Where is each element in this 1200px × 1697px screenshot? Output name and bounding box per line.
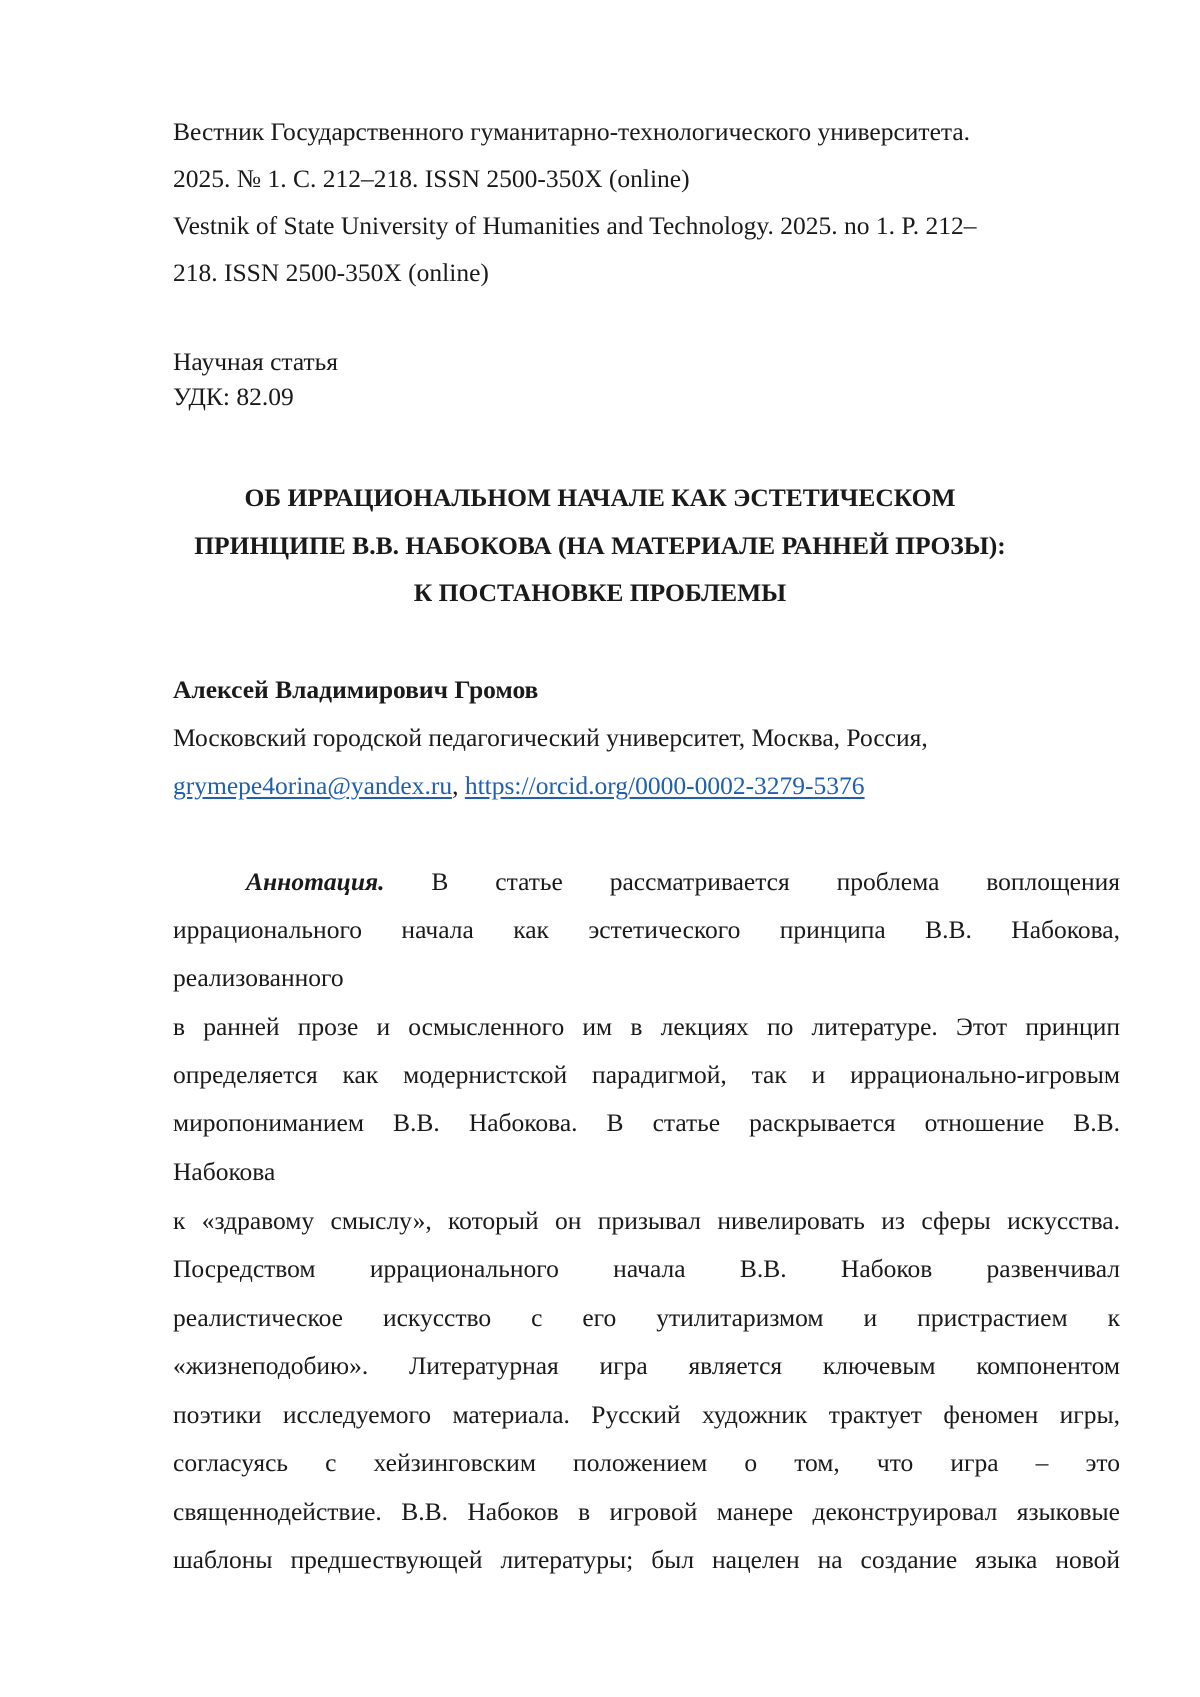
abstract-line-1-text: В статье рассматривается проблема воплощения xyxy=(431,867,1120,896)
title-line-1: ОБ ИРРАЦИОНАЛЬНОМ НАЧАЛЕ КАК ЭСТЕТИЧЕСКОМ xyxy=(244,483,956,512)
citation-en-line-1: Vestnik of State University of Humanities and Technology. 2025. no 1. P. 212– xyxy=(173,211,977,240)
abstract-line: реализованного xyxy=(173,963,344,992)
abstract-label: Аннотация. xyxy=(246,867,385,896)
author-contacts xyxy=(173,770,865,802)
author-name: Алексей Владимирович Громов xyxy=(173,675,539,704)
abstract-line: определяется как модернистской парадигмой, так и иррационально-игровым xyxy=(173,1060,1120,1089)
title-line-2: ПРИНЦИПЕ В.В. НАБОКОВА (НА МАТЕРИАЛЕ РАННЕЙ ПРОЗЫ): xyxy=(194,531,1006,560)
abstract-line: реалистическое искусство с его утилитаризмом и пристрастием к xyxy=(173,1303,1120,1332)
abstract-line: священнодействие. В.В. Набоков в игровой манере деконструировал языковые xyxy=(173,1497,1120,1526)
udk-code: УДК: 82.09 xyxy=(173,382,294,411)
abstract-line: Набокова xyxy=(173,1157,276,1186)
citation-ru-line-1: Вестник Государственного гуманитарно-технологического университета. xyxy=(173,117,971,146)
abstract-line: миропониманием В.В. Набокова. В статье раскрывается отношение В.В. xyxy=(173,1108,1120,1137)
abstract-line: шаблоны предшествующей литературы; был нацелен на создание языка новой xyxy=(173,1545,1120,1574)
abstract-line: в ранней прозе и осмысленного им в лекциях по литературе. Этот принцип xyxy=(173,1012,1120,1041)
abstract-line: иррационального начала как эстетического принципа В.В. Набокова, xyxy=(173,915,1120,944)
abstract-line: согласуясь с хейзинговским положением о том, что игра – это xyxy=(173,1448,1120,1477)
abstract-line: поэтики исследуемого материала. Русский художник трактует феномен игры, xyxy=(173,1400,1120,1429)
abstract-line: Посредством иррационального начала В.В. Набоков развенчивал xyxy=(173,1254,1120,1283)
citation-ru-line-2: 2025. № 1. С. 212–218. ISSN 2500-350X (online) xyxy=(173,164,690,193)
author-orcid-link[interactable]: https://orcid.org/0000-0002-3279-5376 xyxy=(464,771,865,800)
title-line-3: К ПОСТАНОВКЕ ПРОБЛЕМЫ xyxy=(413,578,787,607)
citation-en-line-2: 218. ISSN 2500-350X (online) xyxy=(173,258,489,287)
abstract-line: «жизнеподобию». Литературная игра является ключевым компонентом xyxy=(173,1351,1120,1380)
abstract-line: к «здравому смыслу», который он призывал нивелировать из сферы искусства. xyxy=(173,1206,1120,1235)
contact-separator: , xyxy=(452,771,459,800)
article-type: Научная статья xyxy=(173,347,339,376)
author-affiliation: Московский городской педагогический университет, Москва, Россия, xyxy=(173,723,928,752)
author-email-link[interactable]: grymepe4orina@yandex.ru xyxy=(173,771,453,800)
abstract-line-1 xyxy=(173,866,1120,898)
